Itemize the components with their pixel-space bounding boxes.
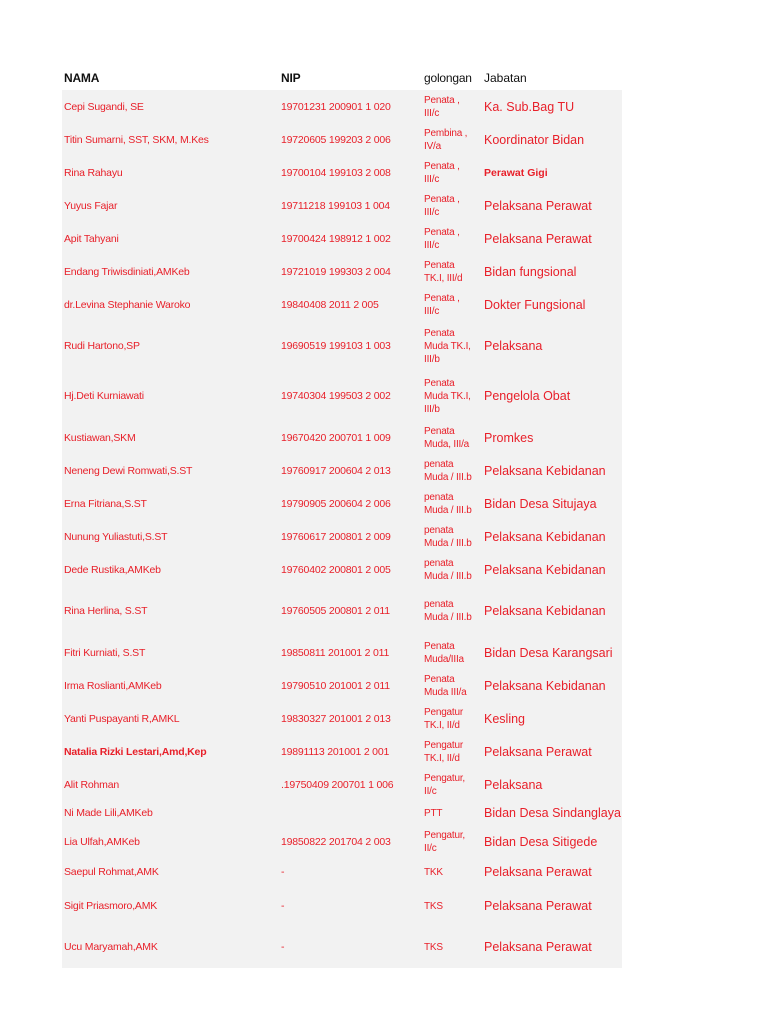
cell-nama: Fitri Kurniati, S.ST	[64, 646, 146, 659]
cell-nip: 19760617 200801 2 009	[281, 530, 391, 543]
cell-nip: 19670420 200701 1 009	[281, 431, 391, 444]
cell-nip: 19700424 198912 1 002	[281, 232, 391, 245]
cell-jabatan: Pelaksana	[484, 339, 543, 353]
cell-nama: Rina Rahayu	[64, 166, 123, 179]
cell-nama: Alit Rohman	[64, 778, 119, 791]
cell-golongan: Penata Muda TK.I, III/b	[424, 377, 471, 415]
cell-nama: Neneng Dewi Romwati,S.ST	[64, 464, 193, 477]
table-row	[62, 926, 622, 968]
cell-nama: Rina Herlina, S.ST	[64, 605, 148, 617]
cell-nama: Endang Triwisdiniati,AMKeb	[64, 265, 190, 278]
cell-golongan: penata Muda / III.b	[424, 599, 472, 623]
cell-nama: Ni Made Lili,AMKeb	[64, 807, 153, 819]
table-row	[62, 702, 622, 735]
cell-nip: 19850811 201001 2 011	[281, 646, 390, 659]
cell-nip: 19720605 199203 2 006	[281, 133, 391, 146]
table-row	[62, 825, 622, 858]
cell-jabatan: Kesling	[484, 711, 525, 726]
cell-nip: 19891113 201001 2 001	[281, 745, 390, 758]
cell-golongan: Pembina , IV/a	[424, 127, 468, 152]
cell-nip: 19700104 199103 2 008	[281, 166, 391, 179]
cell-nip: 19760917 200604 2 013	[281, 464, 391, 477]
cell-golongan: penata Muda / III.b	[424, 557, 472, 582]
cell-nama: Dede Rustika,AMKeb	[64, 563, 161, 576]
cell-golongan: TKS	[424, 900, 443, 912]
cell-golongan: Penata , III/c	[424, 193, 460, 218]
cell-nip: 19840408 2011 2 005	[281, 298, 379, 311]
table-row	[62, 371, 622, 421]
table-row	[62, 586, 622, 636]
cell-jabatan: Pelaksana Kebidanan	[484, 604, 606, 618]
table-row	[62, 255, 622, 288]
cell-jabatan: Perawat Gigi	[484, 166, 548, 179]
cell-nip: 19690519 199103 1 003	[281, 340, 391, 352]
cell-nama: Kustiawan,SKM	[64, 431, 136, 444]
cell-golongan: Penata Muda III/a	[424, 673, 467, 698]
cell-golongan: penata Muda / III.b	[424, 491, 472, 516]
cell-nip: -	[281, 941, 285, 953]
cell-golongan: Penata TK.I, III/d	[424, 259, 463, 284]
table-header	[62, 66, 622, 90]
cell-golongan: Penata , III/c	[424, 226, 460, 251]
cell-nama: Rudi Hartono,SP	[64, 340, 140, 352]
cell-jabatan: Pelaksana Perawat	[484, 899, 592, 913]
cell-golongan: Pengatur TK.I, II/d	[424, 706, 463, 731]
cell-jabatan: Pelaksana Perawat	[484, 744, 592, 759]
cell-golongan: Penata , III/c	[424, 94, 460, 119]
table-row	[62, 735, 622, 768]
cell-nama: Ucu Maryamah,AMK	[64, 941, 158, 953]
cell-jabatan: Pelaksana	[484, 777, 543, 792]
cell-jabatan: Pelaksana Perawat	[484, 865, 592, 879]
cell-jabatan: Pelaksana Kebidanan	[484, 678, 606, 693]
cell-jabatan: Bidan Desa Karangsari	[484, 645, 613, 660]
cell-jabatan: Promkes	[484, 430, 534, 445]
cell-jabatan: Dokter Fungsional	[484, 297, 586, 312]
cell-jabatan: Pelaksana Perawat	[484, 940, 592, 954]
cell-jabatan: Bidan fungsional	[484, 264, 577, 279]
cell-nama: Natalia Rizki Lestari,Amd,Kep	[64, 745, 207, 758]
cell-nip: 19850822 201704 2 003	[281, 835, 391, 848]
cell-nip: -	[281, 900, 285, 912]
cell-nama: Nunung Yuliastuti,S.ST	[64, 530, 168, 543]
cell-golongan: penata Muda / III.b	[424, 458, 472, 483]
cell-nip: 19790905 200604 2 006	[281, 497, 391, 510]
cell-nama: dr.Levina Stephanie Waroko	[64, 298, 191, 311]
table-row	[62, 886, 622, 926]
cell-golongan: Penata , III/c	[424, 292, 460, 317]
cell-golongan: PTT	[424, 807, 443, 819]
table-row	[62, 454, 622, 487]
cell-golongan: Penata , III/c	[424, 160, 460, 185]
cell-nama: Lia Ulfah,AMKeb	[64, 835, 140, 848]
cell-jabatan: Pelaksana Kebidanan	[484, 529, 606, 544]
table-row	[62, 858, 622, 886]
table-row	[62, 487, 622, 520]
table-row	[62, 553, 622, 586]
cell-jabatan: Pelaksana Perawat	[484, 198, 592, 213]
cell-nama: Hj.Deti Kurniawati	[64, 390, 144, 402]
cell-nama: Cepi Sugandi, SE	[64, 100, 144, 113]
table-row	[62, 222, 622, 255]
cell-nip: 19701231 200901 1 020	[281, 100, 391, 113]
cell-nip: 19711218 199103 1 004	[281, 199, 390, 212]
cell-jabatan: Ka. Sub.Bag TU	[484, 99, 575, 114]
table-row	[62, 189, 622, 222]
table-row	[62, 768, 622, 801]
cell-jabatan: Pelaksana Kebidanan	[484, 463, 606, 478]
cell-jabatan: Koordinator Bidan	[484, 132, 585, 147]
cell-nip: 19740304 199503 2 002	[281, 390, 391, 402]
cell-golongan: Penata Muda, III/a	[424, 425, 470, 450]
cell-jabatan: Pelaksana Kebidanan	[484, 562, 606, 577]
cell-jabatan: Bidan Desa Situjaya	[484, 496, 597, 511]
cell-nip: 19721019 199303 2 004	[281, 265, 391, 278]
cell-jabatan: Pelaksana Perawat	[484, 231, 592, 246]
table-row	[62, 520, 622, 553]
cell-nip: .19750409 200701 1 006	[281, 778, 394, 791]
header-golongan: golongan	[424, 70, 472, 85]
table-body	[62, 90, 622, 968]
cell-golongan: Pengatur TK.I, II/d	[424, 739, 463, 764]
staff-table	[62, 66, 622, 968]
cell-nama: Titin Sumarni, SST, SKM, M.Kes	[64, 133, 209, 146]
table-row	[62, 90, 622, 123]
cell-nama: Yuyus Fajar	[64, 199, 118, 212]
table-row	[62, 123, 622, 156]
cell-nama: Apit Tahyani	[64, 232, 119, 245]
header-jabatan: Jabatan	[484, 71, 527, 85]
table-row	[62, 321, 622, 371]
cell-jabatan: Pengelola Obat	[484, 389, 571, 403]
cell-golongan: penata Muda / III.b	[424, 524, 472, 549]
header-nip: NIP	[281, 71, 301, 85]
table-row	[62, 288, 622, 321]
cell-nip: 19790510 201001 2 011	[281, 679, 390, 692]
table-row	[62, 156, 622, 189]
cell-nama: Yanti Puspayanti R,AMKL	[64, 712, 180, 725]
cell-nip: 19830327 201001 2 013	[281, 712, 391, 725]
table-row	[62, 669, 622, 702]
cell-nama: Erna Fitriana,S.ST	[64, 497, 147, 510]
cell-jabatan: Bidan Desa Sindanglaya	[484, 806, 621, 820]
cell-golongan: Penata Muda TK.I, III/b	[424, 327, 471, 365]
cell-golongan: Pengatur, II/c	[424, 829, 466, 854]
cell-jabatan: Bidan Desa Sitigede	[484, 834, 598, 849]
header-nama: NAMA	[64, 71, 100, 85]
cell-nama: Irma Roslianti,AMKeb	[64, 679, 162, 692]
cell-golongan: TKS	[424, 941, 443, 953]
cell-golongan: Pengatur, II/c	[424, 772, 466, 797]
cell-golongan: Penata Muda/IIIa	[424, 640, 464, 665]
cell-golongan: TKK	[424, 866, 443, 878]
table-row	[62, 801, 622, 825]
table-row	[62, 421, 622, 454]
cell-nama: Sigit Priasmoro,AMK	[64, 900, 158, 912]
table-row	[62, 636, 622, 669]
cell-nip: -	[281, 866, 285, 878]
cell-nip: 19760505 200801 2 011	[281, 605, 390, 617]
cell-nip: 19760402 200801 2 005	[281, 563, 391, 576]
cell-nama: Saepul Rohmat,AMK	[64, 866, 159, 878]
